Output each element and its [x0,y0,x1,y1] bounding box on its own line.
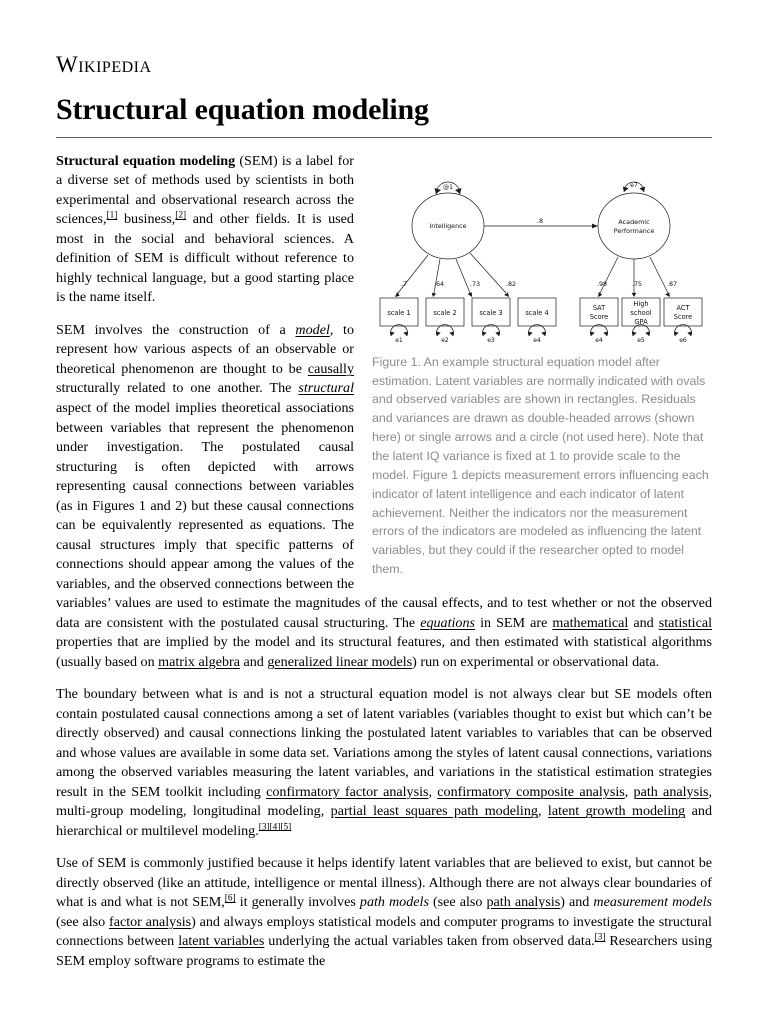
reference-5-link[interactable]: [5] [280,822,292,833]
indicator-label-sat-line1: SAT [592,303,606,312]
indicator-box-act-score [664,298,702,326]
reference-6-link[interactable]: [6] [224,893,236,904]
figure-image[interactable] [372,156,712,348]
indicator-label-act-line1: ACT [676,303,690,312]
indicator-label-gpa-line1: High [633,299,649,308]
loading-sat-score: .98 [596,279,608,288]
figure-caption: Figure 1. An example structural equation model after estimation. Latent variables are normally indicated with ovals and observed variables are shown in rectangles. Residuals and variances are drawn as double-headed arrows (shown here) or single arrows and a circle (not used here). Note that the latent IQ variance is fixed at 1 to provide scale to the model. Figure 1 depicts measurement errors influencing each indicator of latent intelligence and each indicator of latent achievement. Neither the indicators nor the measurement errors of the indicators are modeled as influencing the latent variables, but they could if the researcher opted to model them. [372,354,709,577]
lead-term: Structural equation modeling [56,152,236,169]
indicator-label-gpa-line3: GPA [634,317,648,326]
p4-text-7: underlying the actual variables taken from observed data. [264,933,595,950]
p3-text-6: and hierarchical or multilevel modeling. [56,803,713,839]
indicator-label-gpa-line2: school [630,308,652,317]
variance-label-intelligence: @1 [443,183,453,191]
error-label-e2: e2 [441,336,449,344]
link-model[interactable]: model [295,321,330,338]
sem-path-diagram [372,156,712,348]
link-generalized-linear-models[interactable]: generalized linear models [267,653,413,670]
p1-text-3: and other fields. It is used most in the social and behavioral sciences. A definition of SEM is difficult without reference to highly technical language, but a good starting place is the name itself. [56,211,354,306]
latent-oval-academic [598,193,670,259]
latent-label-intelligence: Intelligence [429,221,467,230]
title-divider [56,137,712,138]
error-label-e6: e6 [679,336,687,344]
latent-label-academic-line2: Performance [613,226,655,235]
reference-1[interactable] [106,211,117,221]
indicator-label-scale-2: scale 2 [433,308,457,317]
reference-3-link[interactable]: [3] [258,822,270,833]
link-matrix-algebra[interactable]: matrix algebra [158,653,240,670]
loading-hs-gpa: .75 [631,279,643,288]
p2-text-9: ) run on experimental or observational data. [412,653,660,670]
p3-text-1: The boundary between what is and is not a structural equation model is not always clear but SE models often contain postulated causal connections among a set of latent variables (variables thought to exist but which can’t be directly observed) and causal connections linking the postulated latent variables to variables that can be observed and whose values are available in some data set. Variations among the styles of latent causal connections, variations among the observed variables measuring the latent variables, and variations in the statistical estimation strategies result in the SEM toolkit including [56,686,712,800]
p3-text-4: , multi-group modeling, longitudinal modeling, [56,783,712,820]
term-path-models: path models [359,894,429,911]
p4-text-8: Researchers using SEM employ software programs to estimate the [56,933,712,969]
reference-6[interactable] [225,894,236,904]
loading-scale-3: .73 [469,279,481,288]
indicator-box-sat-score [580,298,618,326]
link-partial-least-squares[interactable]: partial least squares path modeling [330,803,538,820]
link-path-analysis-2[interactable]: path analysis [486,894,561,911]
reference-2[interactable] [175,211,186,221]
p3-text-3: , [624,783,634,800]
p2-text-8: and [239,653,268,670]
latent-label-academic-line1: Academic [618,217,650,226]
reference-4-link[interactable]: [4] [269,822,281,833]
link-statistical[interactable]: statistical [658,614,713,631]
p4-text-6: ) and always employs statistical models and computer programs to investigate the structural connections between [56,913,712,950]
page-title: Structural equation modeling [56,93,429,127]
error-label-e3: e3 [487,336,495,344]
link-equations[interactable]: equations [420,614,476,631]
link-confirmatory-composite-analysis[interactable]: confirmatory composite analysis [437,783,625,800]
error-label-e5: e5 [637,336,645,344]
indicator-label-scale-3: scale 3 [479,308,503,317]
p3-text-2: , [428,783,438,800]
reference-3-repeat[interactable] [595,933,606,943]
link-causally[interactable]: causally [307,360,354,377]
reference-3-repeat-link[interactable]: [3] [594,932,606,943]
reference-4[interactable] [270,822,281,832]
reference-5[interactable] [280,822,291,832]
indicator-label-scale-1: scale 1 [387,308,411,317]
link-mathematical[interactable]: mathematical [552,614,629,631]
link-factor-analysis[interactable]: factor analysis [109,913,192,930]
p2-text-4: aspect of the model implies theoretical associations between variables that represent the phenomenon under investigation. The postulated causal structuring is often depicted with arrows representing causal connections between variables (as in Figures 1 and 2) but these causal connections can be equivalently represented as equations. The causal structures imply that specific patterns of connections should appear among the values of the variables, and the observed connections between the variables’ values are used to estimate the magnitudes of the causal effects, and to test whether or not the observed data are consistent with the postulated causal structuring. The [56,399,712,631]
reference-3[interactable] [259,822,270,832]
p2-text-1: SEM involves the construction of a [56,321,296,338]
link-confirmatory-factor-analysis[interactable]: confirmatory factor analysis [266,783,429,800]
loading-scale-1: .7 [400,279,408,288]
p2-text-5: in SEM are [475,614,553,631]
figure-1 [372,156,712,579]
indicator-label-scale-4: scale 4 [525,308,549,317]
p3-text-5: , [537,803,548,820]
reference-2-link[interactable]: [2] [175,210,187,221]
p1-text-1: (SEM) is a label for a diverse set of methods used by scientists in both experimental and observational research across the sciences, [56,152,355,228]
p4-text-4: ) and [560,894,594,911]
error-label-e4-left: e4 [533,336,541,344]
p2-text-6: and [628,614,659,631]
p1-text-2: business, [117,211,176,228]
p4-text-3: (see also [428,894,487,911]
wikipedia-wordmark: Wikipedia [56,52,152,77]
structural-path-coefficient: .8 [536,216,544,225]
p4-text-2: it generally involves [235,894,360,911]
loading-scale-2: .64 [433,279,445,288]
variance-label-academic: e7 [630,181,638,189]
p4-text-5: (see also [56,913,110,930]
link-structural[interactable]: structural [298,380,354,397]
link-latent-variables[interactable]: latent variables [178,933,265,950]
p4-text-1: Use of SEM is commonly justified because it helps identify latent variables that are believed to exist, but cannot be directly observed (like an attitude, intelligence or mental illness). Although there are not always clear boundaries of what is and what is not SEM, [56,855,712,911]
paragraph-use-of-sem [56,854,712,971]
reference-1-link[interactable]: [1] [106,210,118,221]
indicator-label-sat-line2: Score [589,312,609,321]
indicator-label-act-line2: Score [673,312,693,321]
error-label-e1: e1 [395,336,403,344]
loading-act-score: .87 [666,279,678,288]
link-path-analysis[interactable]: path analysis [633,783,709,800]
p2-text-2: , to represent how various aspects of an observable or theoretical phenomenon are thought to be [56,321,354,377]
term-measurement-models: measurement models [593,894,712,911]
paragraph-boundary [56,685,712,841]
loading-scale-4: .82 [505,279,517,288]
link-latent-growth-modeling[interactable]: latent growth modeling [547,803,686,820]
p2-text-3: structurally related to one another. The [56,380,299,397]
error-label-e4-right: e4 [595,336,603,344]
p2-text-7: properties that are implied by the model and its structural features, and then estimated with statistical algorithms (usually based on [56,634,712,670]
